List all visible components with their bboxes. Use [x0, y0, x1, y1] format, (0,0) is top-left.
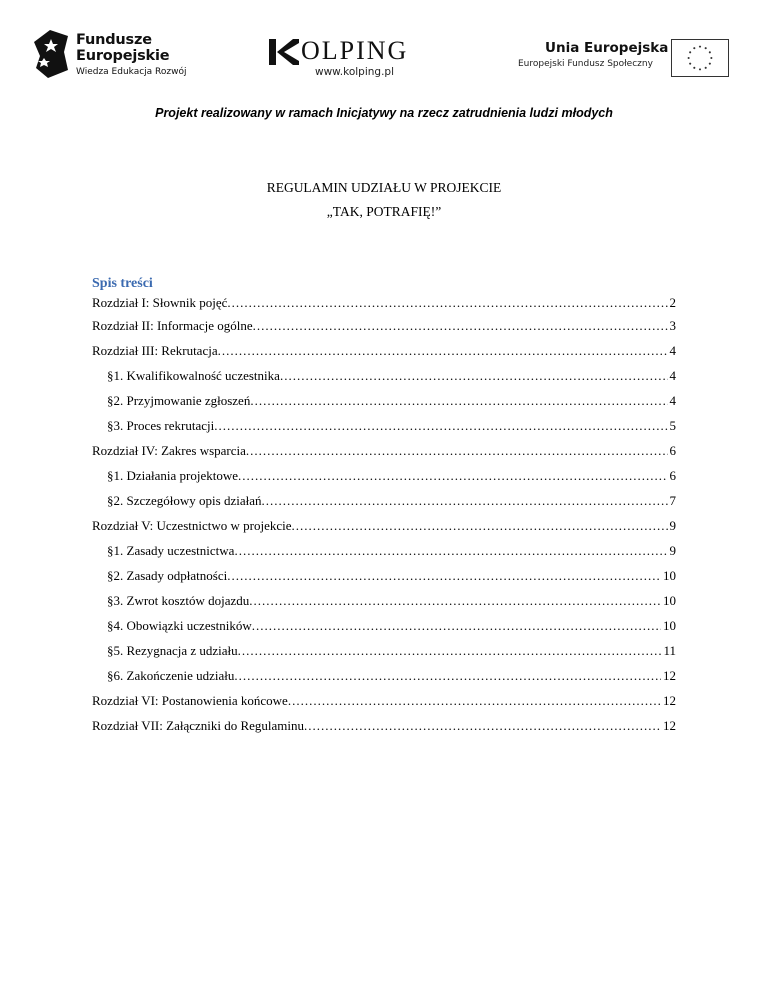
fe-logo-line1: Fundusze [76, 32, 152, 48]
toc-entry-label: §5. Rezygnacja z udziału [107, 643, 238, 658]
toc-entry-page: 10 [663, 618, 676, 633]
toc-dot-leader [238, 638, 662, 663]
toc-entry-page: 7 [669, 493, 676, 508]
toc-entry-page: 4 [669, 393, 676, 408]
fundusze-europejskie-logo [34, 30, 204, 80]
eu-star-icon [699, 68, 701, 70]
document-title [0, 176, 768, 224]
toc-entry[interactable] [92, 363, 676, 388]
toc-dot-leader [280, 363, 668, 388]
toc-entry-page: 3 [669, 318, 676, 333]
toc-dot-leader [227, 293, 667, 313]
toc-dot-leader [304, 713, 661, 738]
toc-entry-label: §4. Obowiązki uczestników [107, 618, 252, 633]
toc-entry-page: 11 [663, 643, 676, 658]
toc-dot-leader [214, 413, 667, 438]
toc-entry[interactable] [92, 663, 676, 688]
toc-dot-leader [250, 388, 667, 413]
table-of-contents [92, 276, 676, 738]
toc-dot-leader [249, 588, 661, 613]
toc-dot-leader [288, 688, 661, 713]
fundusze-europejskie-text [76, 32, 187, 79]
toc-dot-leader [252, 613, 661, 638]
toc-entry-label: §1. Kwalifikowalność uczestnika [107, 368, 280, 383]
toc-entry-page: 6 [669, 468, 676, 483]
toc-entry-page: 4 [669, 368, 676, 383]
toc-entry-label: §2. Szczegółowy opis działań [107, 493, 262, 508]
eu-flag-icon [671, 39, 729, 77]
unia-europejska-text [518, 40, 668, 71]
eu-star-icon [705, 47, 707, 49]
toc-entry[interactable] [92, 688, 676, 713]
fe-logo-line2: Europejskie [76, 48, 170, 64]
toc-entry-label: §6. Zakończenie udziału [107, 668, 235, 683]
ue-logo-line2: Europejski Fundusz Społeczny [518, 59, 653, 69]
toc-entry[interactable] [92, 313, 676, 338]
toc-entry-label: Rozdział III: Rekrutacja [92, 343, 218, 358]
toc-entry[interactable] [92, 388, 676, 413]
toc-entry-label: §3. Proces rekrutacji [107, 418, 215, 433]
toc-dot-leader [227, 563, 661, 588]
eu-star-icon [710, 57, 712, 59]
eu-star-icon [689, 51, 691, 53]
toc-entry-page: 9 [669, 543, 676, 558]
toc-dot-leader [253, 313, 668, 338]
toc-entry-label: §1. Zasady uczestnictwa [107, 543, 235, 558]
toc-entry-label: §3. Zwrot kosztów dojazdu [107, 593, 250, 608]
toc-entry-label: Rozdział IV: Zakres wsparcia [92, 443, 246, 458]
toc-entry[interactable] [92, 463, 676, 488]
eu-star-icon [693, 67, 695, 69]
toc-entry[interactable] [92, 613, 676, 638]
toc-dot-leader [246, 438, 668, 463]
kolping-url: www.kolping.pl [315, 66, 395, 78]
eu-star-icon [693, 47, 695, 49]
toc-entry-label: Rozdział VII: Załączniki do Regulaminu [92, 718, 305, 733]
fe-logo-line3: Wiedza Edukacja Rozwój [76, 67, 187, 77]
toc-dot-leader [292, 513, 668, 538]
document-title-line2: „TAK, POTRAFIĘ!” [326, 204, 442, 219]
toc-entry[interactable] [92, 413, 676, 438]
toc-entry[interactable] [92, 438, 676, 463]
toc-entry-label: Rozdział I: Słownik pojęć [92, 295, 228, 310]
toc-entry[interactable] [92, 338, 676, 363]
kolping-name: OLPING [301, 36, 409, 65]
toc-entry-page: 6 [669, 443, 676, 458]
toc-entry[interactable] [92, 293, 676, 313]
toc-dot-leader [238, 463, 667, 488]
toc-entry[interactable] [92, 513, 676, 538]
toc-entry-label: §2. Zasady odpłatności [107, 568, 228, 583]
kolping-k-mark-icon [269, 37, 299, 67]
toc-dot-leader [262, 488, 668, 513]
toc-entry[interactable] [92, 713, 676, 738]
toc-entry[interactable] [92, 488, 676, 513]
eu-star-icon [688, 57, 690, 59]
eu-star-icon [699, 46, 701, 48]
header-logo-bar [0, 28, 768, 84]
toc-entry-label: Rozdział II: Informacje ogólne [92, 318, 253, 333]
eu-star-icon [705, 67, 707, 69]
toc-entry-page: 12 [663, 693, 676, 708]
toc-entry-label: Rozdział V: Uczestnictwo w projekcie [92, 518, 292, 533]
toc-entry[interactable] [92, 563, 676, 588]
toc-entry-page: 10 [663, 593, 676, 608]
toc-entry-label: §1. Działania projektowe [107, 468, 239, 483]
toc-entry-page: 12 [663, 718, 676, 733]
kolping-logo [269, 36, 439, 84]
ue-logo-line1: Unia Europejska [545, 40, 669, 56]
eu-star-icon [689, 63, 691, 65]
toc-entry-page: 4 [669, 343, 676, 358]
toc-entry-page: 2 [669, 295, 676, 310]
project-line: Projekt realizowany w ramach Inicjatywy na rzecz zatrudnienia ludzi młodych [155, 106, 613, 120]
toc-entry-page: 10 [663, 568, 676, 583]
toc-entry-page: 9 [669, 518, 676, 533]
toc-dot-leader [218, 338, 668, 363]
toc-entry[interactable] [92, 588, 676, 613]
toc-entry[interactable] [92, 538, 676, 563]
toc-dot-leader [234, 663, 661, 688]
toc-heading: Spis treści [92, 276, 153, 291]
eu-star-icon [709, 51, 711, 53]
toc-dot-leader [234, 538, 667, 563]
document-title-line1: REGULAMIN UDZIAŁU W PROJEKCIE [266, 180, 502, 195]
toc-entry[interactable] [92, 638, 676, 663]
toc-entry-page: 5 [669, 418, 676, 433]
toc-list [92, 293, 676, 738]
eu-star-icon [709, 63, 711, 65]
toc-entry-page: 12 [663, 668, 676, 683]
toc-entry-label: Rozdział VI: Postanowienia końcowe [92, 693, 288, 708]
toc-entry-label: §2. Przyjmowanie zgłoszeń [107, 393, 251, 408]
fundusze-europejskie-mark-icon [34, 30, 68, 78]
